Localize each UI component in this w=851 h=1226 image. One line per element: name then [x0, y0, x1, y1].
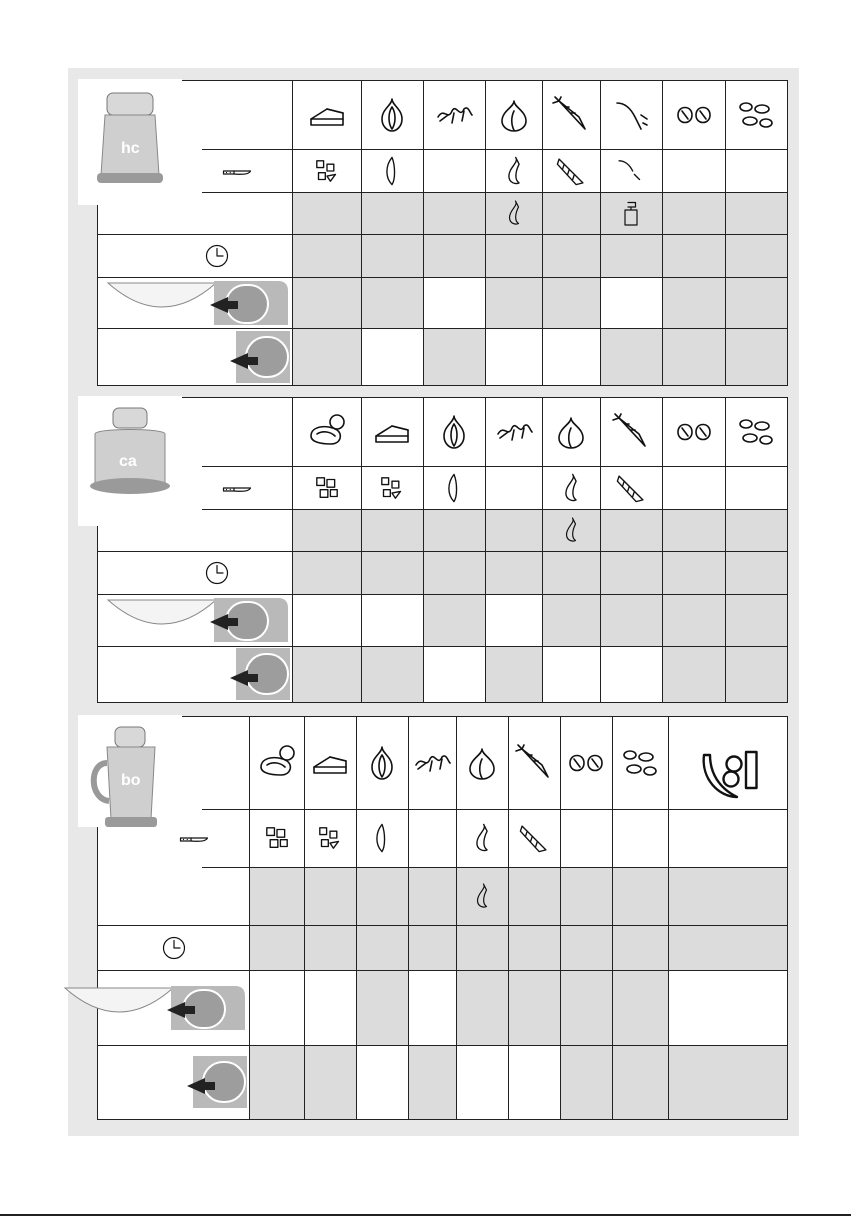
- table-cell: [485, 551, 542, 594]
- table-cell: [508, 925, 560, 970]
- almond-icon: [736, 412, 776, 452]
- grid-line: [356, 717, 357, 1119]
- table-cell: [292, 594, 361, 646]
- table-cell: [662, 328, 725, 385]
- carrot-icon: [551, 95, 591, 135]
- garlic-clove-icon: [556, 513, 586, 547]
- cheese-icon: [310, 743, 350, 783]
- footer-rule: [0, 1214, 851, 1216]
- grid-line: [202, 809, 787, 810]
- table-cell: [600, 509, 662, 551]
- svg-text:bo: bo: [121, 772, 141, 789]
- knife-icon: [202, 473, 272, 503]
- table-cell: [485, 509, 542, 551]
- table-cell: [356, 1045, 408, 1119]
- table-cell: [361, 551, 423, 594]
- table-cell: [361, 328, 423, 385]
- cube-icon: [313, 821, 347, 855]
- table-cell: [542, 328, 600, 385]
- chili-slice-icon: [614, 154, 648, 188]
- table-cell: [560, 925, 612, 970]
- garlic-clove-icon: [465, 821, 499, 855]
- table-cell: [485, 646, 542, 702]
- table-cell: [662, 551, 725, 594]
- grid-line: [98, 970, 787, 971]
- table-cell: [725, 509, 787, 551]
- grid-line: [98, 277, 787, 278]
- table-cell: [423, 551, 485, 594]
- blender-table: [97, 716, 788, 1120]
- table-cell: [542, 234, 600, 277]
- table-cell: [725, 192, 787, 234]
- table-cell: [485, 328, 542, 385]
- parsley-icon: [494, 412, 534, 452]
- walnut-icon: [674, 95, 714, 135]
- table-cell: [423, 594, 485, 646]
- speed-dial-icon: [59, 984, 249, 1032]
- clock-icon: [159, 933, 189, 963]
- grid-line: [560, 717, 561, 1119]
- table-cell: [456, 925, 508, 970]
- jug-blender-icon: [85, 723, 175, 833]
- cup-icon: [616, 196, 646, 230]
- table-cell: [600, 551, 662, 594]
- table-cell: [600, 277, 662, 328]
- grid-line: [456, 717, 457, 1119]
- grid-line: [98, 646, 787, 647]
- grid-line: [423, 398, 424, 702]
- table-cell: [612, 925, 668, 970]
- table-cell: [668, 970, 787, 1045]
- grid-line: [485, 398, 486, 702]
- table-cell: [560, 1045, 612, 1119]
- table-cell: [612, 867, 668, 925]
- knife-icon: [159, 823, 229, 853]
- table-cell: [423, 192, 485, 234]
- speed-dial-icon: [102, 596, 292, 644]
- grid-line: [612, 717, 613, 1119]
- grid-line: [662, 81, 663, 385]
- grid-line: [304, 717, 305, 1119]
- table-cell: [423, 328, 485, 385]
- garlic-icon: [494, 95, 534, 135]
- garlic-clove-icon: [499, 196, 529, 230]
- table-cell: [423, 509, 485, 551]
- meat-icon: [307, 412, 347, 452]
- table-cell: [249, 925, 304, 970]
- garlic-clove-icon: [467, 879, 497, 913]
- grid-line: [98, 234, 787, 235]
- table-cell: [542, 277, 600, 328]
- table-cell: [725, 594, 787, 646]
- grid-line: [787, 717, 788, 1119]
- table-cell: [725, 551, 787, 594]
- grid-line: [202, 867, 787, 868]
- garlic-icon: [462, 743, 502, 783]
- svg-text:ca: ca: [119, 453, 137, 470]
- grid-line: [542, 81, 543, 385]
- grid-line: [662, 398, 663, 702]
- table-cell: [560, 867, 612, 925]
- table-cell: [249, 867, 304, 925]
- garlic-clove-icon: [554, 471, 588, 505]
- grid-line: [787, 81, 788, 385]
- table-cell: [292, 646, 361, 702]
- table-cell: [456, 970, 508, 1045]
- table-cell: [725, 328, 787, 385]
- table-cell: [304, 925, 356, 970]
- table-cell: [725, 646, 787, 702]
- table-cell: [408, 970, 456, 1045]
- grid-line: [98, 925, 787, 926]
- table-cell: [408, 1045, 456, 1119]
- grid-line: [508, 717, 509, 1119]
- cheese-icon: [372, 412, 412, 452]
- grid-line: [725, 398, 726, 702]
- table-cell: [542, 509, 600, 551]
- knife-icon: [202, 156, 272, 186]
- turbo-button-icon: [210, 648, 300, 700]
- grid-line: [98, 1045, 787, 1046]
- speed-dial-icon: [102, 279, 292, 327]
- table-cell: [662, 509, 725, 551]
- table-cell: [668, 1045, 787, 1119]
- grid-line: [668, 717, 669, 1119]
- table-cell: [408, 867, 456, 925]
- table-cell: [361, 192, 423, 234]
- table-cell: [600, 328, 662, 385]
- grid-line: [249, 717, 250, 1119]
- table-cell: [361, 234, 423, 277]
- table-cell: [408, 925, 456, 970]
- grid-line: [485, 81, 486, 385]
- table-cell: [600, 192, 662, 234]
- grid-line: [361, 398, 362, 702]
- table-cell: [612, 1045, 668, 1119]
- table-cell: [668, 867, 787, 925]
- almond-icon: [736, 95, 776, 135]
- medium-chopper-icon: [85, 404, 175, 514]
- turbo-button-icon: [210, 331, 300, 383]
- grid-line: [725, 81, 726, 385]
- table-cell: [361, 594, 423, 646]
- onion-slice-icon: [375, 154, 409, 188]
- clock-icon: [202, 558, 232, 588]
- table-cell: [356, 970, 408, 1045]
- device-illustration: [78, 79, 182, 205]
- chopper-table-1: [97, 80, 788, 386]
- almond-icon: [620, 743, 660, 783]
- table-cell: [662, 594, 725, 646]
- table-cell: [456, 1045, 508, 1119]
- fruit-icon: [678, 743, 778, 803]
- onion-icon: [434, 412, 474, 452]
- onion-slice-icon: [365, 821, 399, 855]
- table-cell: [249, 970, 304, 1045]
- table-cell: [542, 646, 600, 702]
- table-cell: [725, 277, 787, 328]
- table-cell: [662, 277, 725, 328]
- table-cell: [423, 277, 485, 328]
- mini-chopper-icon: [85, 87, 175, 197]
- device-illustration: [78, 715, 182, 827]
- table-cell: [249, 1045, 304, 1119]
- grid-line: [361, 81, 362, 385]
- table-cell: [356, 925, 408, 970]
- grid-line: [408, 717, 409, 1119]
- svg-text:hc: hc: [121, 140, 140, 157]
- grid-line: [423, 81, 424, 385]
- table-cell: [612, 970, 668, 1045]
- onion-slice-icon: [437, 471, 471, 505]
- table-cell: [292, 551, 361, 594]
- table-cell: [542, 594, 600, 646]
- table-cell: [725, 234, 787, 277]
- garlic-clove-icon: [497, 154, 531, 188]
- table-cell: [662, 192, 725, 234]
- table-cell: [423, 234, 485, 277]
- table-cell: [600, 234, 662, 277]
- table-cell: [456, 867, 508, 925]
- table-cell: [662, 234, 725, 277]
- grid-line: [600, 81, 601, 385]
- table-cell: [292, 234, 361, 277]
- table-cell: [356, 867, 408, 925]
- table-cell: [668, 925, 787, 970]
- table-cell: [292, 277, 361, 328]
- grid-line: [202, 509, 787, 510]
- chopper-table-2: [97, 397, 788, 703]
- device-illustration: [78, 396, 182, 526]
- grid-line: [202, 466, 787, 467]
- table-cell: [662, 646, 725, 702]
- meat-cube-icon: [260, 821, 294, 855]
- table-cell: [423, 646, 485, 702]
- table-cell: [542, 551, 600, 594]
- grid-line: [787, 398, 788, 702]
- table-cell: [508, 867, 560, 925]
- table-cell: [292, 192, 361, 234]
- table-cell: [560, 970, 612, 1045]
- cube-icon: [375, 471, 409, 505]
- carrot-icon: [611, 412, 651, 452]
- grid-line: [202, 149, 787, 150]
- table-cell: [542, 192, 600, 234]
- table-cell: [485, 594, 542, 646]
- table-cell: [508, 1045, 560, 1119]
- table-cell: [485, 277, 542, 328]
- grid-line: [292, 81, 293, 385]
- table-cell: [292, 328, 361, 385]
- grid-line: [292, 398, 293, 702]
- table-cell: [600, 594, 662, 646]
- parsley-icon: [412, 743, 452, 783]
- table-cell: [361, 509, 423, 551]
- table-cell: [304, 970, 356, 1045]
- chili-icon: [611, 95, 651, 135]
- grid-line: [600, 398, 601, 702]
- table-cell: [485, 192, 542, 234]
- meat-icon: [257, 743, 297, 783]
- garlic-icon: [551, 412, 591, 452]
- table-cell: [485, 234, 542, 277]
- carrot-slice-icon: [614, 471, 648, 505]
- cube-icon: [310, 154, 344, 188]
- carrot-slice-icon: [554, 154, 588, 188]
- table-cell: [600, 646, 662, 702]
- meat-cube-icon: [310, 471, 344, 505]
- table-cell: [304, 867, 356, 925]
- grid-line: [202, 192, 787, 193]
- parsley-icon: [434, 95, 474, 135]
- walnut-icon: [566, 743, 606, 783]
- grid-line: [542, 398, 543, 702]
- table-cell: [361, 277, 423, 328]
- onion-icon: [362, 743, 402, 783]
- grid-line: [98, 594, 787, 595]
- carrot-slice-icon: [517, 821, 551, 855]
- table-cell: [292, 509, 361, 551]
- cheese-icon: [307, 95, 347, 135]
- table-cell: [508, 970, 560, 1045]
- walnut-icon: [674, 412, 714, 452]
- onion-icon: [372, 95, 412, 135]
- turbo-button-icon: [167, 1056, 257, 1108]
- carrot-icon: [514, 743, 554, 783]
- table-cell: [304, 1045, 356, 1119]
- table-cell: [361, 646, 423, 702]
- clock-icon: [202, 241, 232, 271]
- grid-line: [98, 551, 787, 552]
- grid-line: [98, 328, 787, 329]
